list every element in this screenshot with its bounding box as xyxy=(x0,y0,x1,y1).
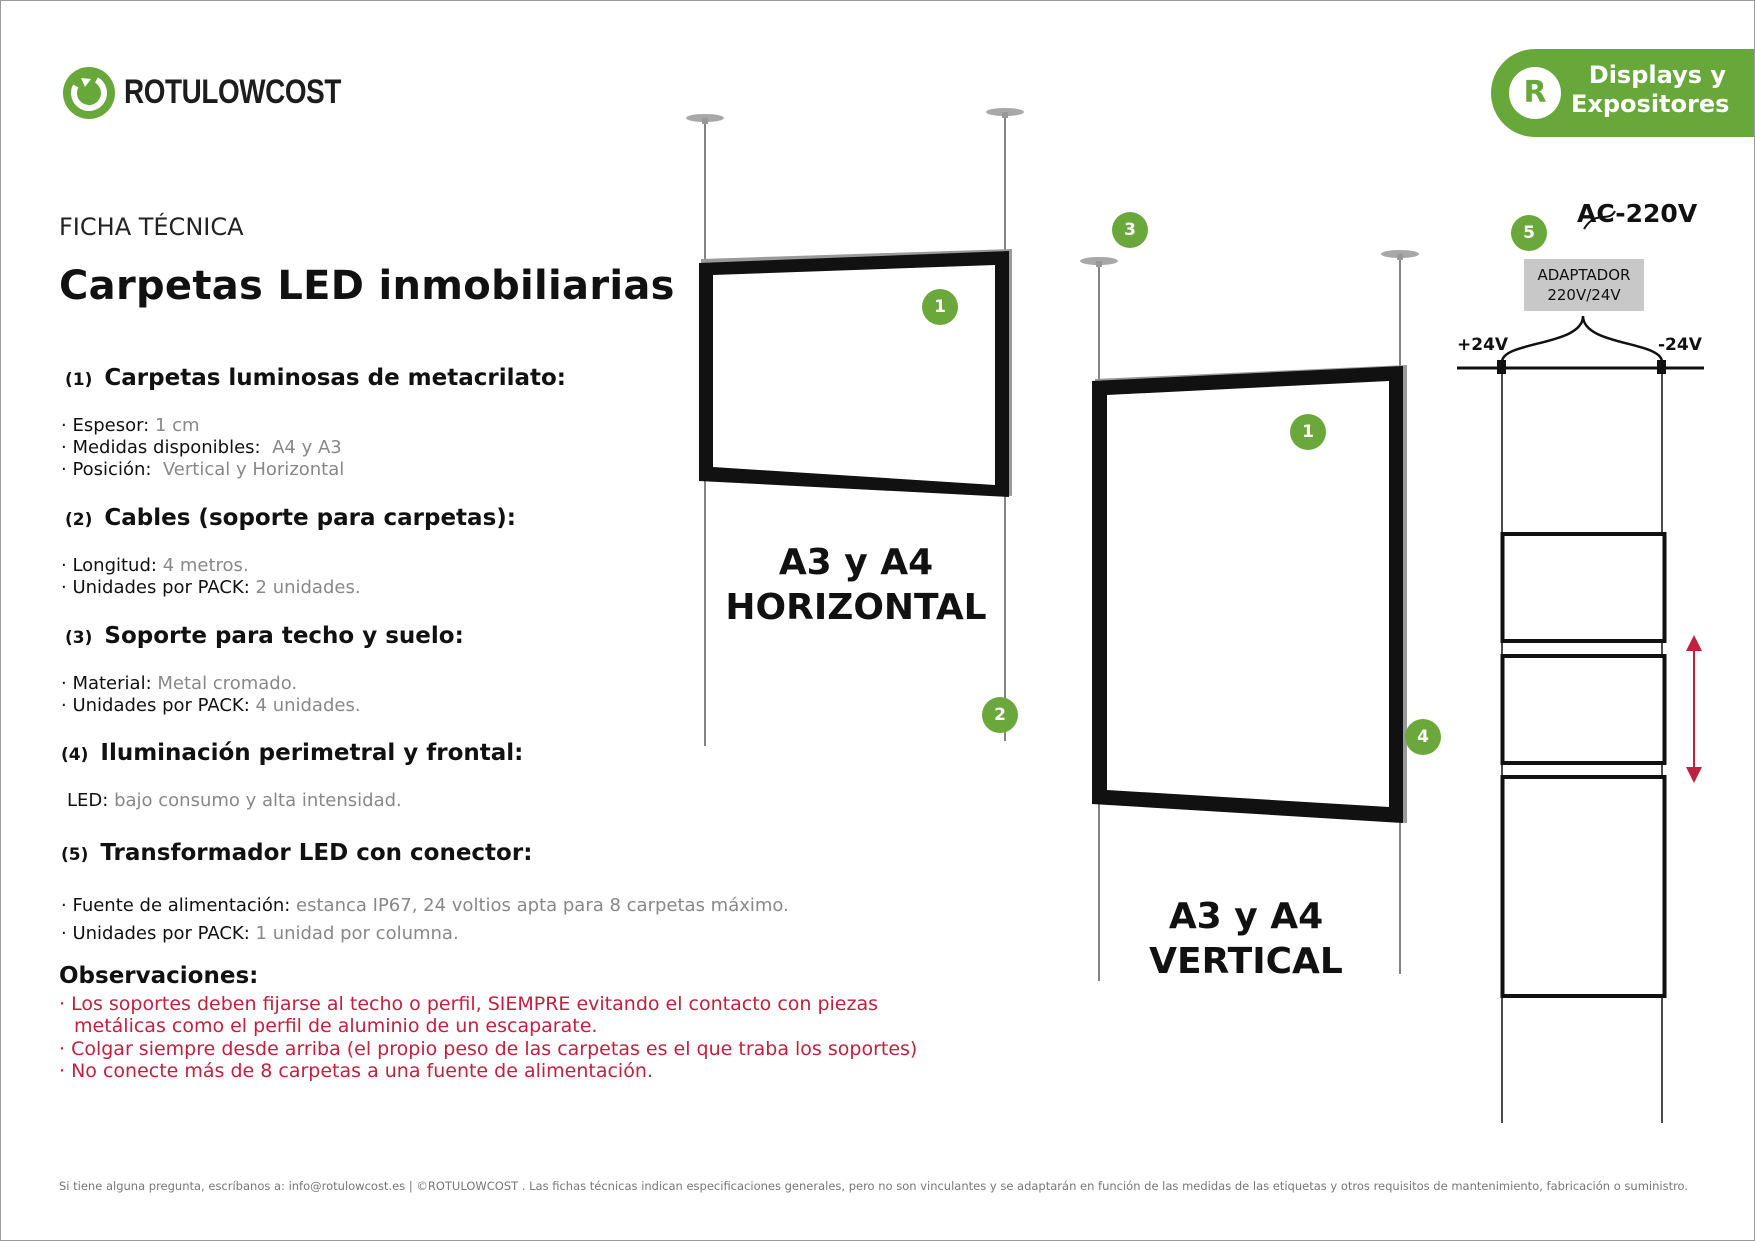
marker-4: 4 xyxy=(1405,719,1441,755)
spec-label: · Unidades por PACK: xyxy=(61,695,250,716)
section-4-number: (4) xyxy=(61,745,89,765)
horizontal-label xyxy=(701,540,1011,630)
section-2-title: Cables (soporte para carpetas): xyxy=(104,505,516,531)
vertical-frame-assembly xyxy=(1080,250,1419,981)
horizontal-label-line-1: A3 y A4 xyxy=(778,542,934,583)
adapter-line-2: 220V/24V xyxy=(1547,286,1621,304)
badge-line-1: Displays y xyxy=(1588,61,1726,89)
spec-label: · Fuente de alimentación: xyxy=(61,895,291,916)
spec-label: · Longitud: xyxy=(61,555,157,576)
section-5-title: Transformador LED con conector: xyxy=(100,840,533,866)
column-frame xyxy=(1503,777,1665,996)
badge-logo-icon: R xyxy=(1509,67,1561,119)
marker-2: 2 xyxy=(982,697,1018,733)
vertical-label-line-2: VERTICAL xyxy=(1149,941,1343,982)
page-title: Carpetas LED inmobiliarias xyxy=(59,263,675,309)
column-frame xyxy=(1503,656,1665,763)
horizontal-frame-assembly xyxy=(686,108,1024,746)
spec-label: LED: xyxy=(67,790,109,811)
document-subtitle: FICHA TÉCNICA xyxy=(59,213,244,241)
observation-line: metálicas como el perfil de aluminio de un escaparate. xyxy=(74,1015,598,1037)
spec-label: · Unidades por PACK: xyxy=(61,577,250,598)
horizontal-label-line-2: HORIZONTAL xyxy=(725,587,987,628)
vertical-label xyxy=(1091,894,1401,984)
brand-name: ROTULOWCOST xyxy=(124,73,341,111)
section-4-title: Iluminación perimetral y frontal: xyxy=(100,740,524,766)
column-frame xyxy=(1503,534,1665,641)
adapter-line-1: ADAPTADOR xyxy=(1537,266,1631,284)
vertical-label-line-1: A3 y A4 xyxy=(1168,896,1324,937)
marker-3: 3 xyxy=(1112,212,1148,248)
spec-value: bajo consumo y alta intensidad. xyxy=(114,790,402,811)
adapter-cable xyxy=(1502,316,1662,362)
marker-5: 5 xyxy=(1511,215,1547,251)
spec-value: 4 unidades. xyxy=(255,695,361,716)
spec-value: 1 unidad por columna. xyxy=(255,923,459,944)
observation-line: · Los soportes deben fijarse al techo o perfil, SIEMPRE evitando el contacto con piezas xyxy=(59,993,879,1015)
section-1-title: Carpetas luminosas de metacrilato: xyxy=(104,365,567,391)
spec-value: estanca IP67, 24 voltios apta para 8 carpetas máximo. xyxy=(296,895,789,916)
section-3-number: (3) xyxy=(65,628,93,648)
section-3-title: Soporte para techo y suelo: xyxy=(104,623,464,649)
spec-value: A4 y A3 xyxy=(272,437,342,458)
spec-label: · Medidas disponibles: xyxy=(61,437,261,458)
marker-1-vertical: 1 xyxy=(1290,414,1326,450)
spec-label: · Material: xyxy=(61,673,152,694)
spec-value: 4 metros. xyxy=(162,555,249,576)
badge-line-2: Expositores xyxy=(1571,90,1730,118)
footer-disclaimer: Si tiene alguna pregunta, escríbanos a: info@rotulowcost.es | ©ROTULOWCOST . Las fichas técnicas indican especificaciones generales, pero no son vinculantes y se adaptarán en función de las medidas de las etiquetas y otros requisitos de mantenimiento, fabricación o suministro. xyxy=(59,1179,1689,1193)
section-2-number: (2) xyxy=(65,510,93,530)
spec-value: 2 unidades. xyxy=(255,577,361,598)
marker-1-horizontal: 1 xyxy=(922,289,958,325)
section-1-number: (1) xyxy=(65,370,93,390)
negative-voltage-label: -24V xyxy=(1658,335,1702,355)
section-5-number: (5) xyxy=(61,845,89,865)
spec-label: · Espesor: xyxy=(61,415,150,436)
spec-value: Metal cromado. xyxy=(157,673,298,694)
observation-line: · No conecte más de 8 carpetas a una fuente de alimentación. xyxy=(59,1060,653,1082)
spec-label: · Unidades por PACK: xyxy=(61,923,250,944)
observation-line: · Colgar siempre desde arriba (el propio peso de las carpetas es el que traba los soportes) xyxy=(59,1038,918,1060)
adapter-box xyxy=(1524,259,1644,311)
spec-label: · Posición: xyxy=(61,459,152,480)
ac-voltage-label: AC-220V xyxy=(1577,199,1698,228)
spec-value: 1 cm xyxy=(154,415,200,436)
spec-value: Vertical y Horizontal xyxy=(162,459,345,480)
positive-voltage-label: +24V xyxy=(1457,335,1509,355)
observations-heading: Observaciones: xyxy=(59,963,259,989)
